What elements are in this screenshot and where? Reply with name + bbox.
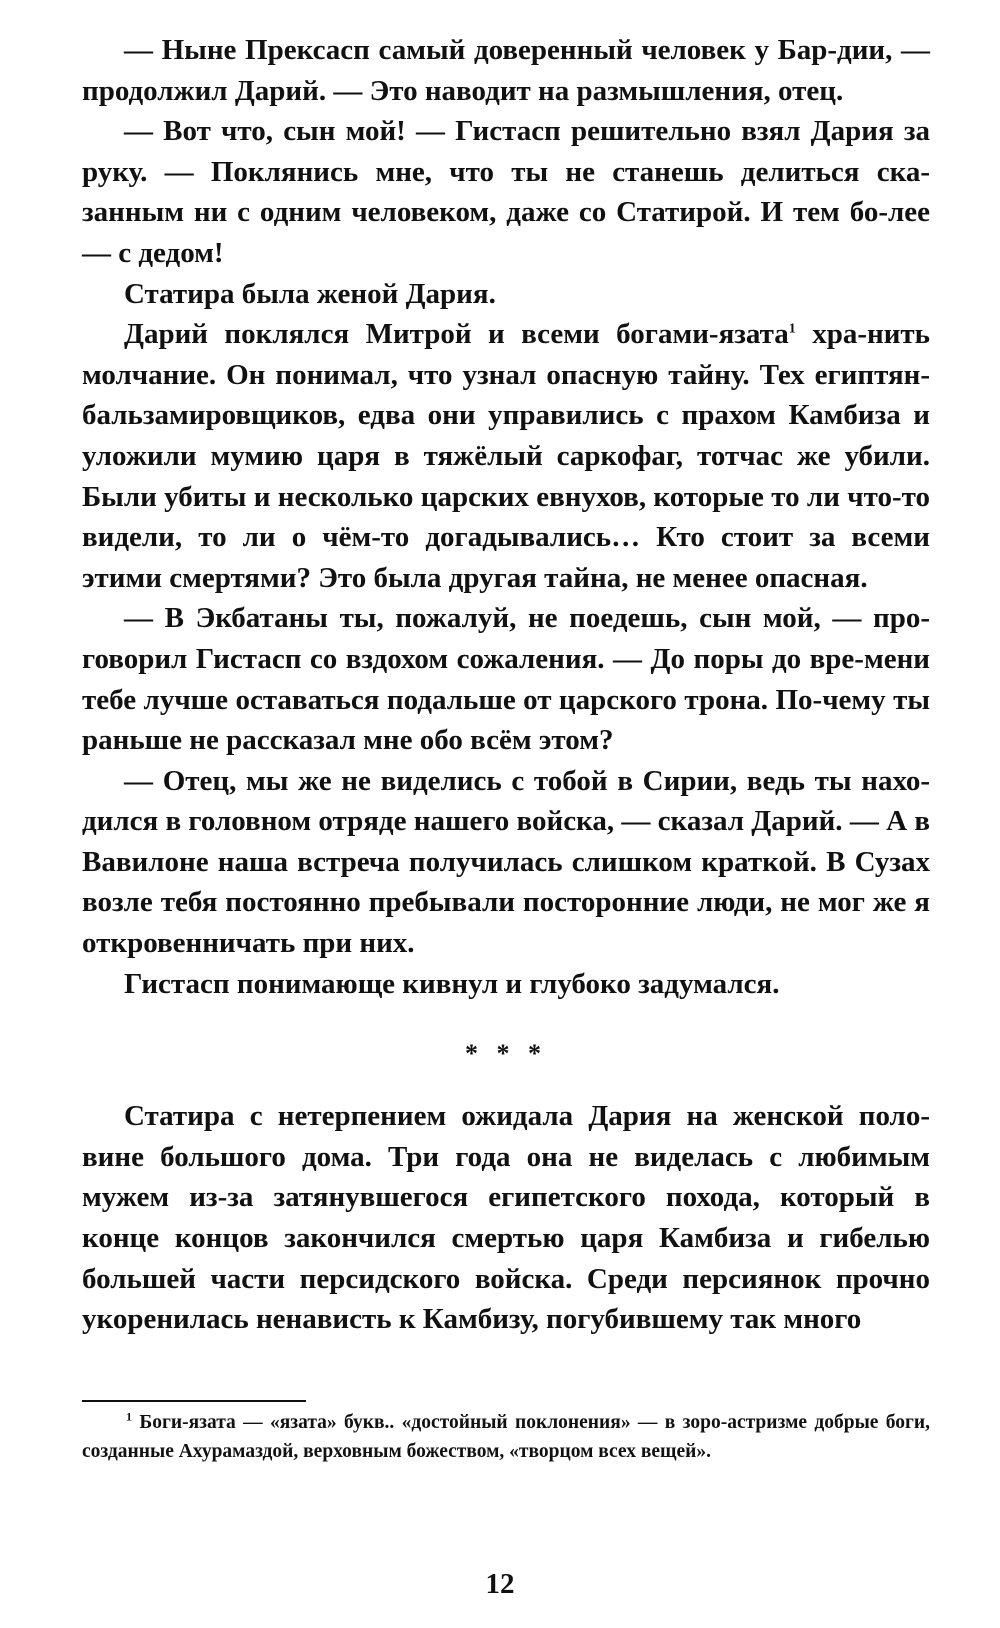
paragraph-4-rest: хра-нить молчание. Он понимал, что узнал опасную тайну. Тех египтян-бальзамировщиков, едва они управились с прахом Камбиза и уложили мумию царя в тяжёлый саркофаг, тотчас же убили. Были убиты и несколько царских евнухов, которые то ли что-то видели, то ли о чём-то догадывались… Кто стоит за всеми этими смертями? Это была другая тайна, не менее опасная. — [82, 318, 931, 594]
paragraph-4-start: Дарий поклялся Митрой и всеми богами-язата — [124, 318, 789, 351]
paragraph-8: Статира с нетерпением ожидала Дария на женской поло-вине большого дома. Три года она не виделась с любимым мужем из-за затянувшегося египетского похода, который в конце концов закончился смертью царя Камбиза и гибелью большей части персидского войска. Среди персиянок прочно укоренилась ненависть к Камбизу, погубившему так много — [82, 1100, 930, 1336]
footnote-divider — [82, 1400, 306, 1402]
footnote — [82, 1408, 930, 1466]
paragraph-4 — [82, 314, 930, 598]
section-separator: * * * — [465, 1039, 547, 1069]
paragraph-2: — Вот что, сын мой! — Гистасп решительно взял Дария за руку. — Поклянись мне, что ты не станешь делиться ска-занным ни с одним человеком, даже со Статирой. И тем бо-лее — с дедом! — [82, 115, 930, 269]
footnote-marker: 1 — [126, 1409, 132, 1424]
footnote-reference: 1 — [788, 321, 796, 337]
main-text — [82, 30, 930, 1340]
page-number: 12 — [485, 1568, 515, 1600]
paragraph-7: Гистасп понимающе кивнул и глубоко задумался. — [124, 967, 780, 1000]
footnote-text: Боги-язата — «язата» букв.. «достойный поклонения» — в зоро-астризме добрые боги, созданные Ахурамаздой, верховным божеством, «творцом всех вещей». — [82, 1412, 931, 1462]
paragraph-6: — Отец, мы же не виделись с тобой в Сирии, ведь ты нахо-дился в головном отряде нашего войска, — сказал Дарий. — А в Вавилоне наша встреча получилась слишком краткой. В Сузах возле тебя постоянно пребывали посторонние люди, не мог же я откровенничать при них. — [82, 764, 930, 960]
paragraph-3: Статира была женой Дария. — [124, 277, 496, 310]
paragraph-5: — В Экбатаны ты, пожалуй, не поедешь, сын мой, — про-говорил Гистасп со вздохом сожаления. — До поры до вре-мени тебе лучше оставаться подальше от царского трона. По-чему ты раньше не рассказал мне обо всём этом? — [82, 602, 930, 757]
page-body — [82, 30, 930, 1340]
paragraph-1: — Ныне Прексасп самый доверенный человек у Бар-дии, — продолжил Дарий. — Это наводит на размышления, отец. — [82, 34, 930, 107]
